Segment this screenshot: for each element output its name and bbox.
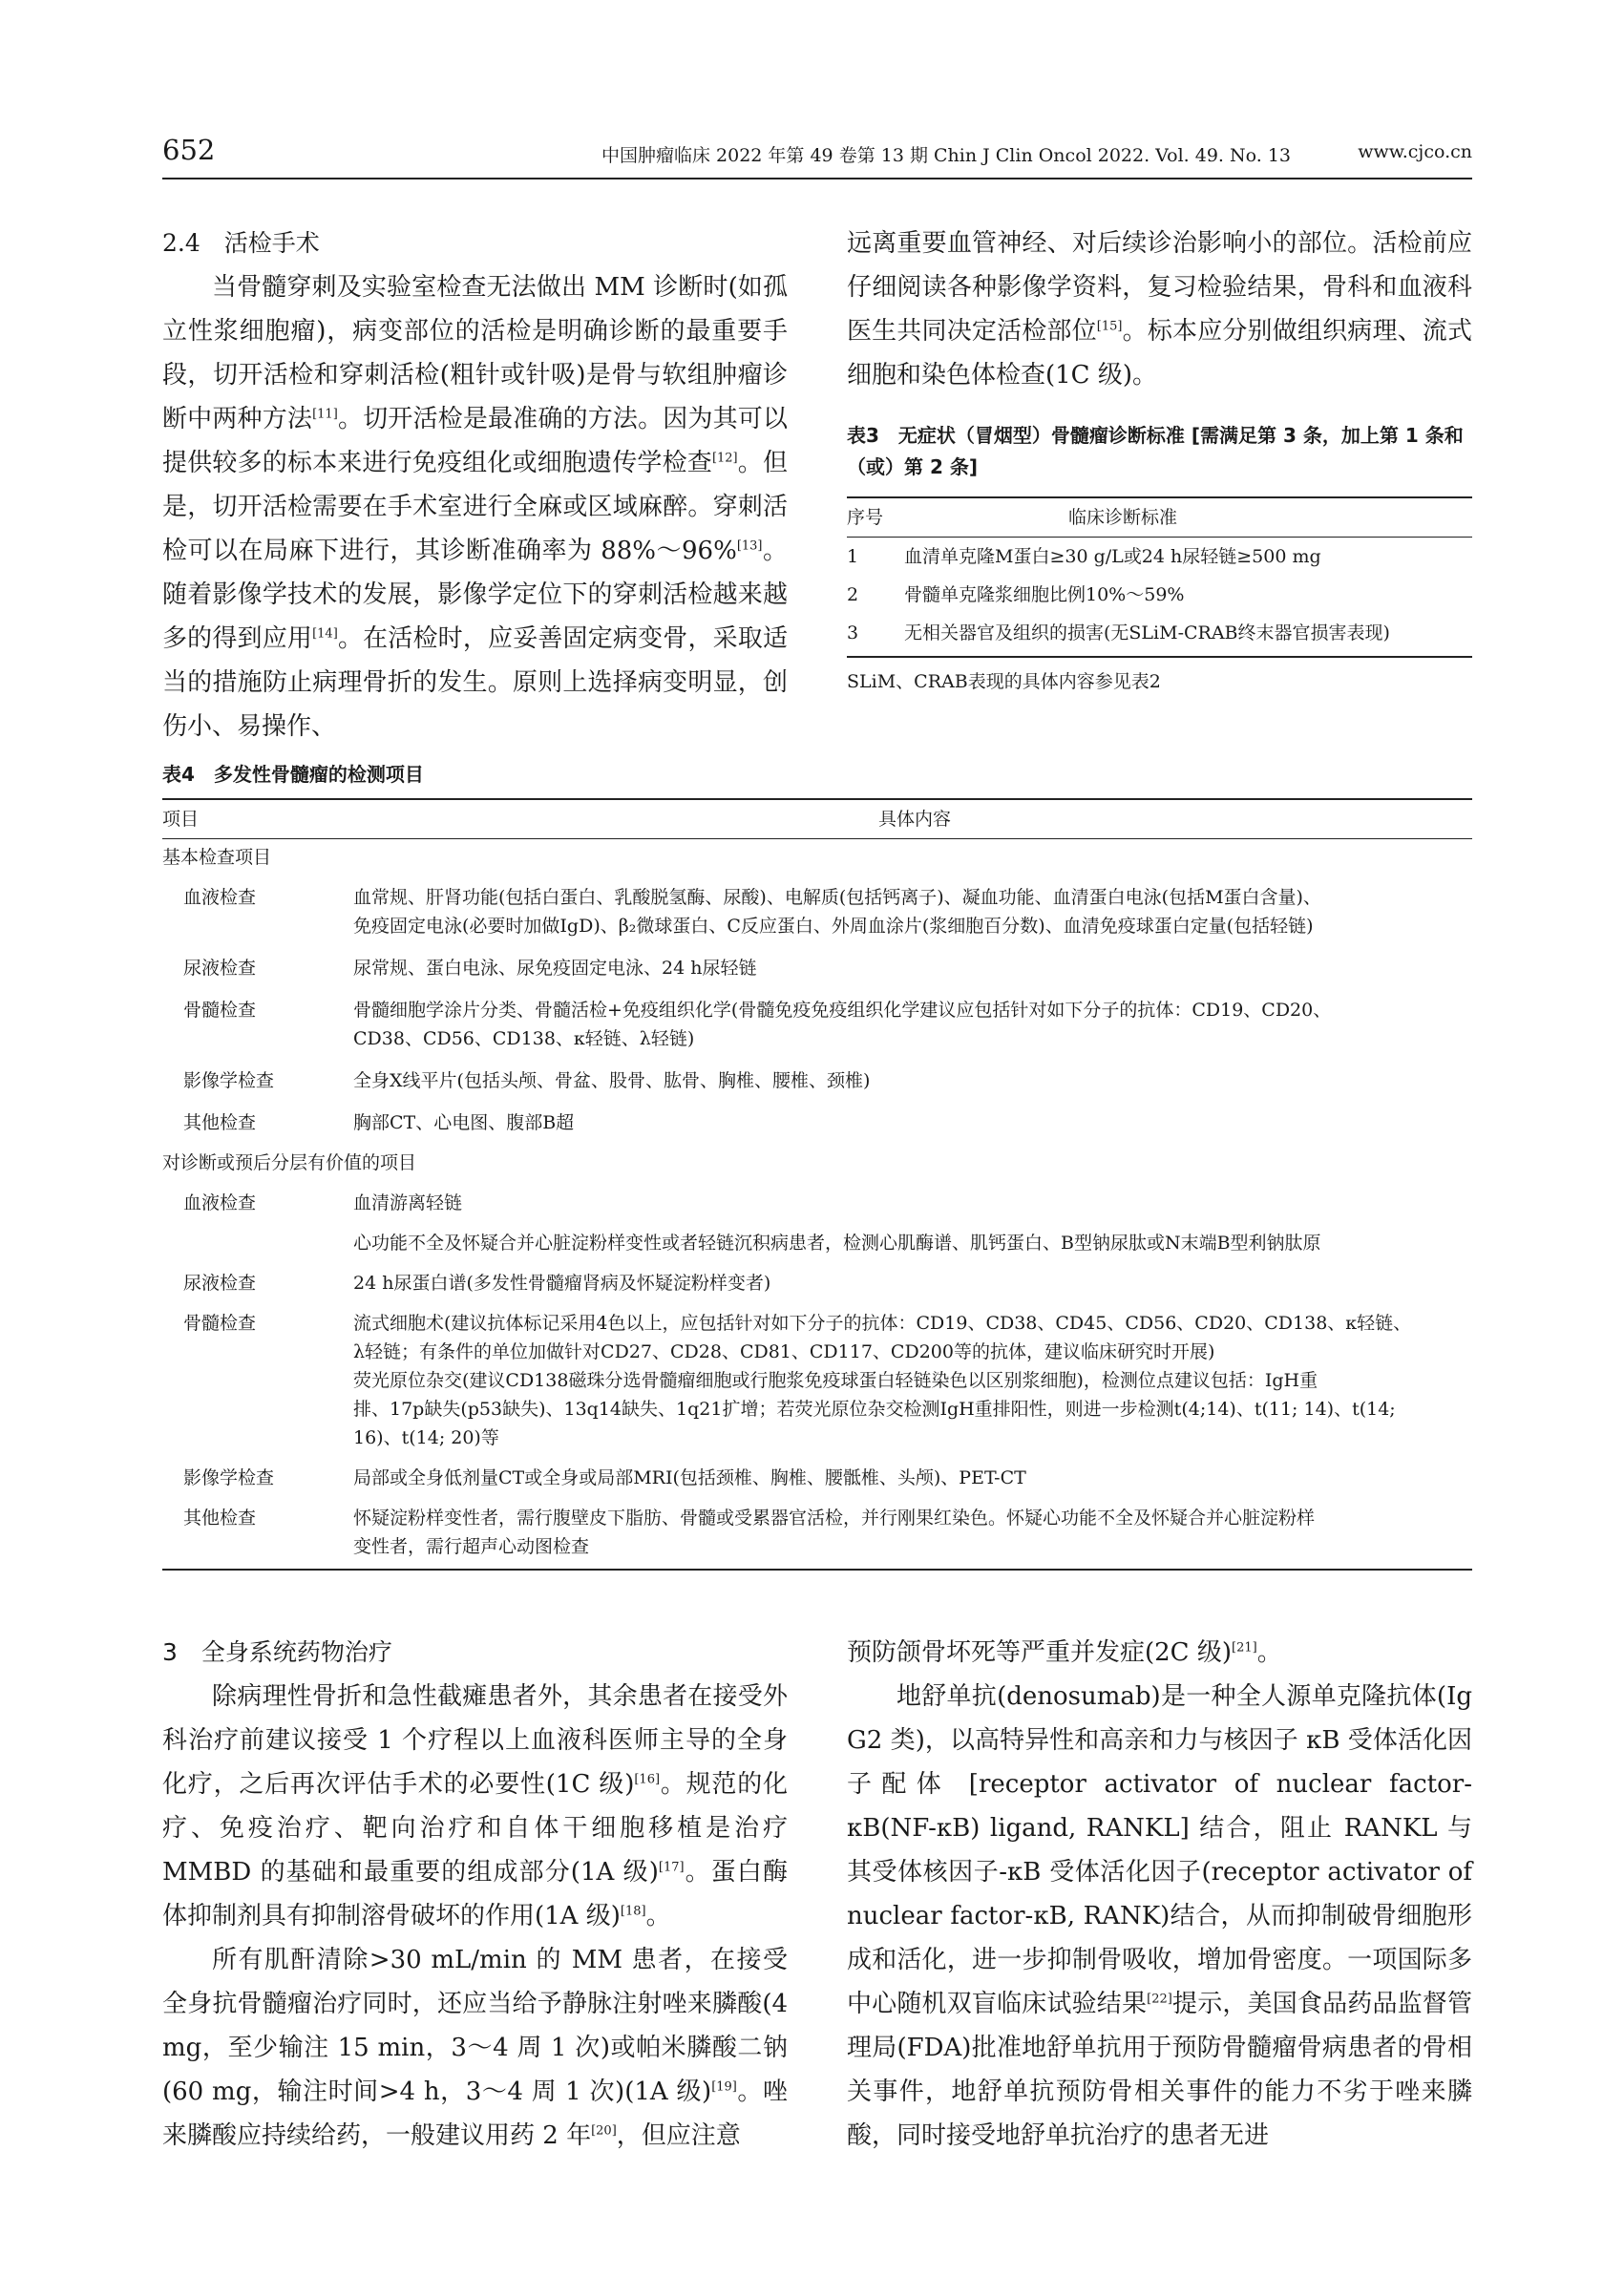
citation-ref[interactable]: [20] <box>591 2123 617 2139</box>
journal-website: www.cjco.cn <box>1358 141 1472 162</box>
paragraph-biopsy: 当骨髓穿刺及实验室检查无法做出 MM 诊断时(如孤立性浆细胞瘤)，病变部位的活检是明确诊断的最重要手段，切开活检和穿刺活检(粗针或针吸)是骨与软组肿瘤诊断中两种方法[11]。切开活检是最准确的方法。因为其可以提供较多的标本来进行免疫组化或细胞遗传学检查[12]。但是，切开活检需要在手术室进行全麻或区域麻醉。穿刺活检可以在局麻下进行，其诊断准确率为 88%～96%[13]。随着影像学技术的发展，影像学定位下的穿刺活检越来越多的得到应用[14]。在活检时，应妥善固定病变骨，采取适当的措施防止病理骨折的发生。原则上选择病变明显，创伤小、易操作、 <box>162 273 788 741</box>
table-row: 其他检查 胸部CT、心电图、腹部B超 <box>183 1112 575 1133</box>
table4-col-content: 具体内容 <box>878 809 952 830</box>
table-row: 血液检查 血常规、肝肾功能(包括白蛋白、乳酸脱氢酶、尿酸)、电解质(包括钙离子)、凝血功能、血清蛋白电泳(包括M蛋白含量)、 免疫固定电泳(必要时加做IgD)、β₂微球蛋白、C反应蛋白、外周血涂片(浆细胞百分数)、血清免疫球蛋白定量(包括轻链) <box>183 887 1321 937</box>
citation-ref[interactable]: [17] <box>658 1860 685 1875</box>
table3-col-criteria: 临床诊断标准 <box>1068 507 1178 528</box>
paragraph-biopsy-continued: 远离重要血管神经、对后续诊治影响小的部位。活检前应仔细阅读各种影像学资料，复习检验结果，骨科和血液科医生共同决定活检部位[15]。标本应分别做组织病理、流式细胞和染色体检查(1C 级)。 <box>847 229 1472 390</box>
table4-section-title: 基本检查项目 <box>162 847 272 868</box>
page <box>162 134 1472 2150</box>
citation-ref[interactable]: [11] <box>312 407 338 422</box>
table3 <box>847 420 1472 692</box>
table3-note: SLiM、CRAB表现的具体内容参见表2 <box>847 671 1161 692</box>
table4 <box>162 759 1472 1571</box>
table4-col-item: 项目 <box>162 809 200 830</box>
paragraph-systemic-therapy: 除病理性骨折和急性截瘫患者外，其余患者在接受外科治疗前建议接受 1 个疗程以上血液科医师主导的全身化疗，之后再次评估手术的必要性(1C 级)[16]。规范的化疗、免疫治疗、靶向治疗和自体干细胞移植是治疗 MMBD 的基础和最重要的组成部分(1A 级)[17]。蛋白酶体抑制剂具有抑制溶骨破坏的作用(1A 级)[18]。 <box>162 1682 788 1930</box>
table-row: 3 无相关器官及组织的损害(无SLiM-CRAB终末器官损害表现) <box>847 622 1390 643</box>
citation-ref[interactable]: [18] <box>620 1904 646 1919</box>
paragraph-bisphosphonates-continued: 预防颌骨坏死等严重并发症(2C 级)[21]。 <box>847 1638 1282 1667</box>
citation-ref[interactable]: [15] <box>1096 319 1123 334</box>
page-number: 652 <box>162 134 216 166</box>
section-heading-3: 3 全身系统药物治疗 <box>162 1638 392 1666</box>
table3-caption: 表3 无症状（冒烟型）骨髓瘤诊断标准 [需满足第 3 条，加上第 1 条和（或）第 2 条] <box>847 424 1464 478</box>
citation-ref[interactable]: [19] <box>711 2079 737 2095</box>
table-row: 影像学检查 局部或全身低剂量CT或全身或局部MRI(包括颈椎、胸椎、腰骶椎、头颅)、PET-CT <box>183 1467 1026 1488</box>
left-column-bottom <box>162 1631 788 2158</box>
table-row: 其他检查 怀疑淀粉样变性者，需行腹壁皮下脂肪、骨髓或受累器官活检，并行刚果红染色。怀疑心功能不全及怀疑合并心脏淀粉样 变性者，需行超声心动图检查 <box>183 1508 1316 1557</box>
section-heading-2-4: 2.4 活检手术 <box>162 229 320 257</box>
table-row: 1 血清单克隆M蛋白≥30 g/L或24 h尿轻链≥500 mg <box>847 546 1321 567</box>
right-column-bottom <box>847 1631 1472 2158</box>
citation-ref[interactable]: [21] <box>1232 1640 1257 1656</box>
paragraph-bisphosphonates: 所有肌酐清除>30 mL/min 的 MM 患者，在接受全身抗骨髓瘤治疗同时，还应当给予静脉注射唑来膦酸(4 mg，至少输注 15 min，3～4 周 1 次)或帕米膦酸二钠(60 mg，输注时间>4 h，3～4 周 1 次)(1A 级)[19]。唑来膦酸应持续给药，一般建议用药 2 年[20]，但应注意 <box>162 1946 788 2150</box>
right-column-top <box>847 221 1472 397</box>
citation-ref[interactable]: [14] <box>312 626 338 642</box>
table3-body <box>847 496 1472 696</box>
table4-caption: 表4 多发性骨髓瘤的检测项目 <box>162 763 424 786</box>
citation-ref[interactable]: [13] <box>736 538 763 554</box>
table3-col-no: 序号 <box>847 507 884 528</box>
table-row: 2 骨髓单克隆浆细胞比例10%～59% <box>847 584 1185 605</box>
table-row: 尿液检查 24 h尿蛋白谱(多发性骨髓瘤肾病及怀疑淀粉样变者) <box>183 1273 771 1294</box>
citation-ref[interactable]: [22] <box>1147 1992 1172 2007</box>
table-row: 骨髓检查 骨髓细胞学涂片分类、骨髓活检+免疫组织化学(骨髓免疫免疫组织化学建议应包括针对如下分子的抗体：CD19、CD20、 CD38、CD56、CD138、κ轻链、λ轻链) <box>183 1000 1332 1049</box>
table-row: 心功能不全及怀疑合并心脏淀粉样变性或者轻链沉积病患者，检测心肌酶谱、肌钙蛋白、B型钠尿肽或N末端B型利钠肽原 <box>353 1233 1321 1254</box>
table-row: 血液检查 血清游离轻链 <box>183 1192 463 1213</box>
left-column-top <box>162 221 788 749</box>
paragraph-denosumab: 地舒单抗(denosumab)是一种全人源单克隆抗体(Ig G2 类)，以高特异性和高亲和力与核因子 κB 受体活化因子配体 [receptor activator of nuclear factor-κB(NF-κB) ligand, RANKL] 结合，阻止 RANKL 与其受体核因子-κB 受体活化因子(receptor activator of nuclear factor-κB, RANK)结合，从而抑制破骨细胞形成和活化，进一步抑制骨吸收，增加骨密度。一项国际多中心随机双盲临床试验结果[22]提示，美国食品药品监督管理局(FDA)批准地舒单抗用于预防骨髓瘤骨病患者的骨相关事件，地舒单抗预防骨相关事件的能力不劣于唑来膦酸，同时接受地舒单抗治疗的患者无进 <box>847 1682 1472 2150</box>
citation-ref[interactable]: [12] <box>711 451 738 466</box>
journal-citation: 中国肿瘤临床 2022 年第 49 卷第 13 期 Chin J Clin Oncol 2022. Vol. 49. No. 13 <box>601 145 1291 166</box>
table-row: 影像学检查 全身X线平片(包括头颅、骨盆、股骨、肱骨、胸椎、腰椎、颈椎) <box>183 1070 871 1091</box>
table-row: 尿液检查 尿常规、蛋白电泳、尿免疫固定电泳、24 h尿轻链 <box>183 958 757 979</box>
table4-header-row <box>162 800 1472 838</box>
table4-section-title: 对诊断或预后分层有价值的项目 <box>162 1152 417 1173</box>
running-header <box>162 134 1472 179</box>
table3-header-row <box>847 498 1472 537</box>
table-row: 骨髓检查 流式细胞术(建议抗体标记采用4色以上，应包括针对如下分子的抗体：CD19、CD38、CD45、CD56、CD20、CD138、κ轻链、 λ轻链；有条件的单位加做针对CD27、CD28、CD81、CD117、CD200等的抗体，建议临床研究时开展) 荧光原位杂交(建议CD138磁珠分选骨髓瘤细胞或行胞浆免疫球蛋白轻链染色以区别浆细胞)，检测位点建议包括：IgH重 排、17p缺失(p53缺失)、13q14缺失、1q21扩增；若荧光原位杂交检测IgH重排阳性，则进一步检测t(4;14)、t(11; 14)、t(14; 16)、t(14; 20)等 <box>183 1313 1412 1448</box>
citation-ref[interactable]: [16] <box>634 1772 661 1787</box>
